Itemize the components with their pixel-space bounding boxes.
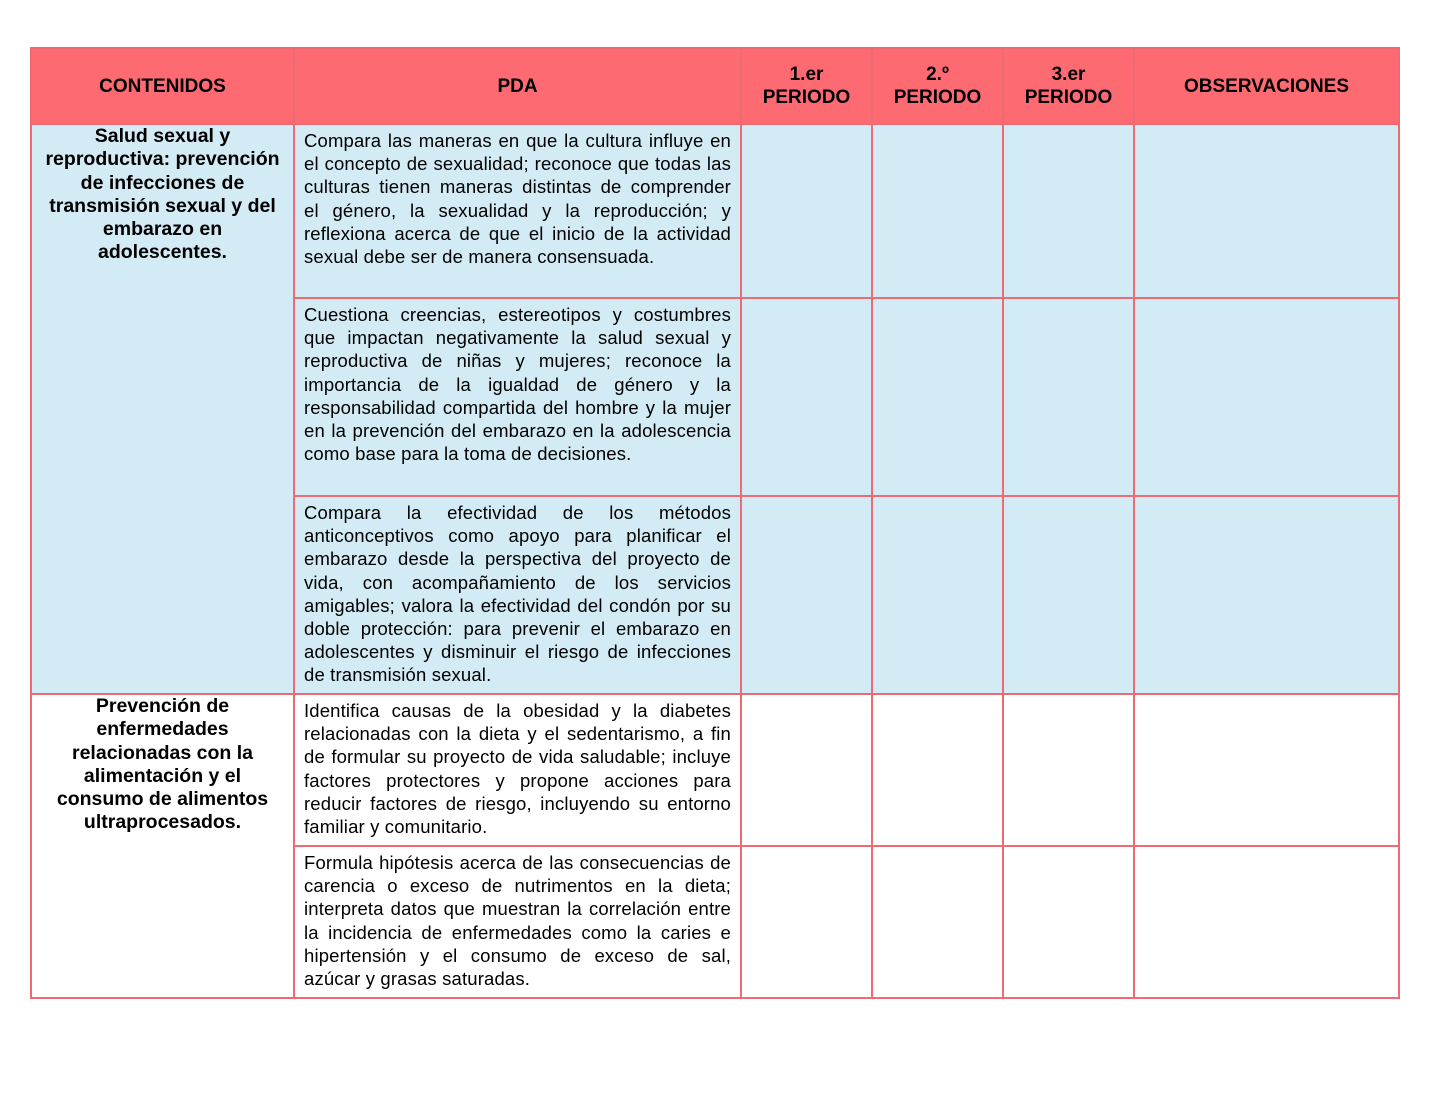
pda-text: Identifica causas de la obesidad y la diabetes relacionadas con la dieta y el sedentarismo, a fin de formular su proyecto de vida saludable; incluye factores protectores y propone acciones para reducir factores de riesgo, incluyendo su entorno familiar y comunitario. bbox=[304, 700, 731, 838]
periodo-3-cell[interactable] bbox=[1003, 846, 1134, 998]
header-periodo-1-line2: PERIODO bbox=[762, 87, 851, 108]
contenido-cell: Prevención de enfermedades relacionadas con la alimentación y el consumo de alimentos ultraprocesados. bbox=[31, 694, 294, 998]
table-row bbox=[31, 694, 1399, 846]
observaciones-cell[interactable] bbox=[1134, 298, 1399, 496]
header-observaciones: OBSERVACIONES bbox=[1134, 48, 1399, 124]
pda-cell bbox=[294, 298, 741, 496]
pda-cell bbox=[294, 124, 741, 298]
periodo-2-cell[interactable] bbox=[872, 298, 1003, 496]
header-pda: PDA bbox=[294, 48, 741, 124]
pda-text: Formula hipótesis acerca de las consecuencias de carencia o exceso de nutrimentos en la dieta; interpreta datos que muestran la correlación entre la incidencia de enfermedades como la caries e hipertensión y el consumo de exceso de sal, azúcar y grasas saturadas. bbox=[304, 852, 731, 990]
header-periodo-2 bbox=[872, 48, 1003, 124]
periodo-1-cell[interactable] bbox=[741, 298, 872, 496]
periodo-2-cell[interactable] bbox=[872, 124, 1003, 298]
pda-cell bbox=[294, 496, 741, 694]
pda-cell bbox=[294, 846, 741, 998]
pda-text: Compara la efectividad de los métodos anticonceptivos como apoyo para planificar el embarazo desde la perspectiva del proyecto de vida, con acompañamiento de los servicios amigables; valora la efectividad del condón por su doble protección: para prevenir el embarazo en adolescentes y disminuir el riesgo de infecciones de transmisión sexual. bbox=[304, 502, 731, 686]
observaciones-cell[interactable] bbox=[1134, 124, 1399, 298]
header-contenidos: CONTENIDOS bbox=[31, 48, 294, 124]
pda-text: Cuestiona creencias, estereotipos y costumbres que impactan negativamente la salud sexual y reproductiva de niñas y mujeres; reconoce la importancia de la igualdad de género y la responsabilidad compartida del hombre y la mujer en la prevención del embarazo en la adolescencia como base para la toma de decisiones. bbox=[304, 304, 731, 465]
periodo-3-cell[interactable] bbox=[1003, 298, 1134, 496]
pda-cell bbox=[294, 694, 741, 846]
periodo-2-cell[interactable] bbox=[872, 694, 1003, 846]
periodo-1-cell[interactable] bbox=[741, 496, 872, 694]
pda-text: Compara las maneras en que la cultura influye en el concepto de sexualidad; reconoce que todas las culturas tienen maneras distintas de comprender el género, la sexualidad y la reproducción; y reflexiona acerca de que el inicio de la actividad sexual debe ser de manera consensuada. bbox=[304, 130, 731, 268]
observaciones-cell[interactable] bbox=[1134, 496, 1399, 694]
periodo-1-cell[interactable] bbox=[741, 124, 872, 298]
header-periodo-2-line2: PERIODO bbox=[893, 87, 982, 108]
evaluation-table bbox=[30, 47, 1400, 999]
header-periodo-2-line1: 2.º bbox=[926, 64, 949, 85]
periodo-3-cell[interactable] bbox=[1003, 124, 1134, 298]
header-periodo-1 bbox=[741, 48, 872, 124]
observaciones-cell[interactable] bbox=[1134, 846, 1399, 998]
contenido-cell: Salud sexual y reproductiva: prevención de infecciones de transmisión sexual y del embarazo en adolescentes. bbox=[31, 124, 294, 694]
header-periodo-3-line1: 3.er bbox=[1051, 64, 1086, 85]
header-periodo-3-line2: PERIODO bbox=[1024, 87, 1113, 108]
table-row bbox=[31, 124, 1399, 298]
periodo-1-cell[interactable] bbox=[741, 694, 872, 846]
periodo-3-cell[interactable] bbox=[1003, 496, 1134, 694]
periodo-2-cell[interactable] bbox=[872, 846, 1003, 998]
periodo-1-cell[interactable] bbox=[741, 846, 872, 998]
header-row bbox=[31, 48, 1399, 124]
periodo-2-cell[interactable] bbox=[872, 496, 1003, 694]
observaciones-cell[interactable] bbox=[1134, 694, 1399, 846]
header-periodo-1-line1: 1.er bbox=[789, 64, 824, 85]
header-periodo-3 bbox=[1003, 48, 1134, 124]
periodo-3-cell[interactable] bbox=[1003, 694, 1134, 846]
